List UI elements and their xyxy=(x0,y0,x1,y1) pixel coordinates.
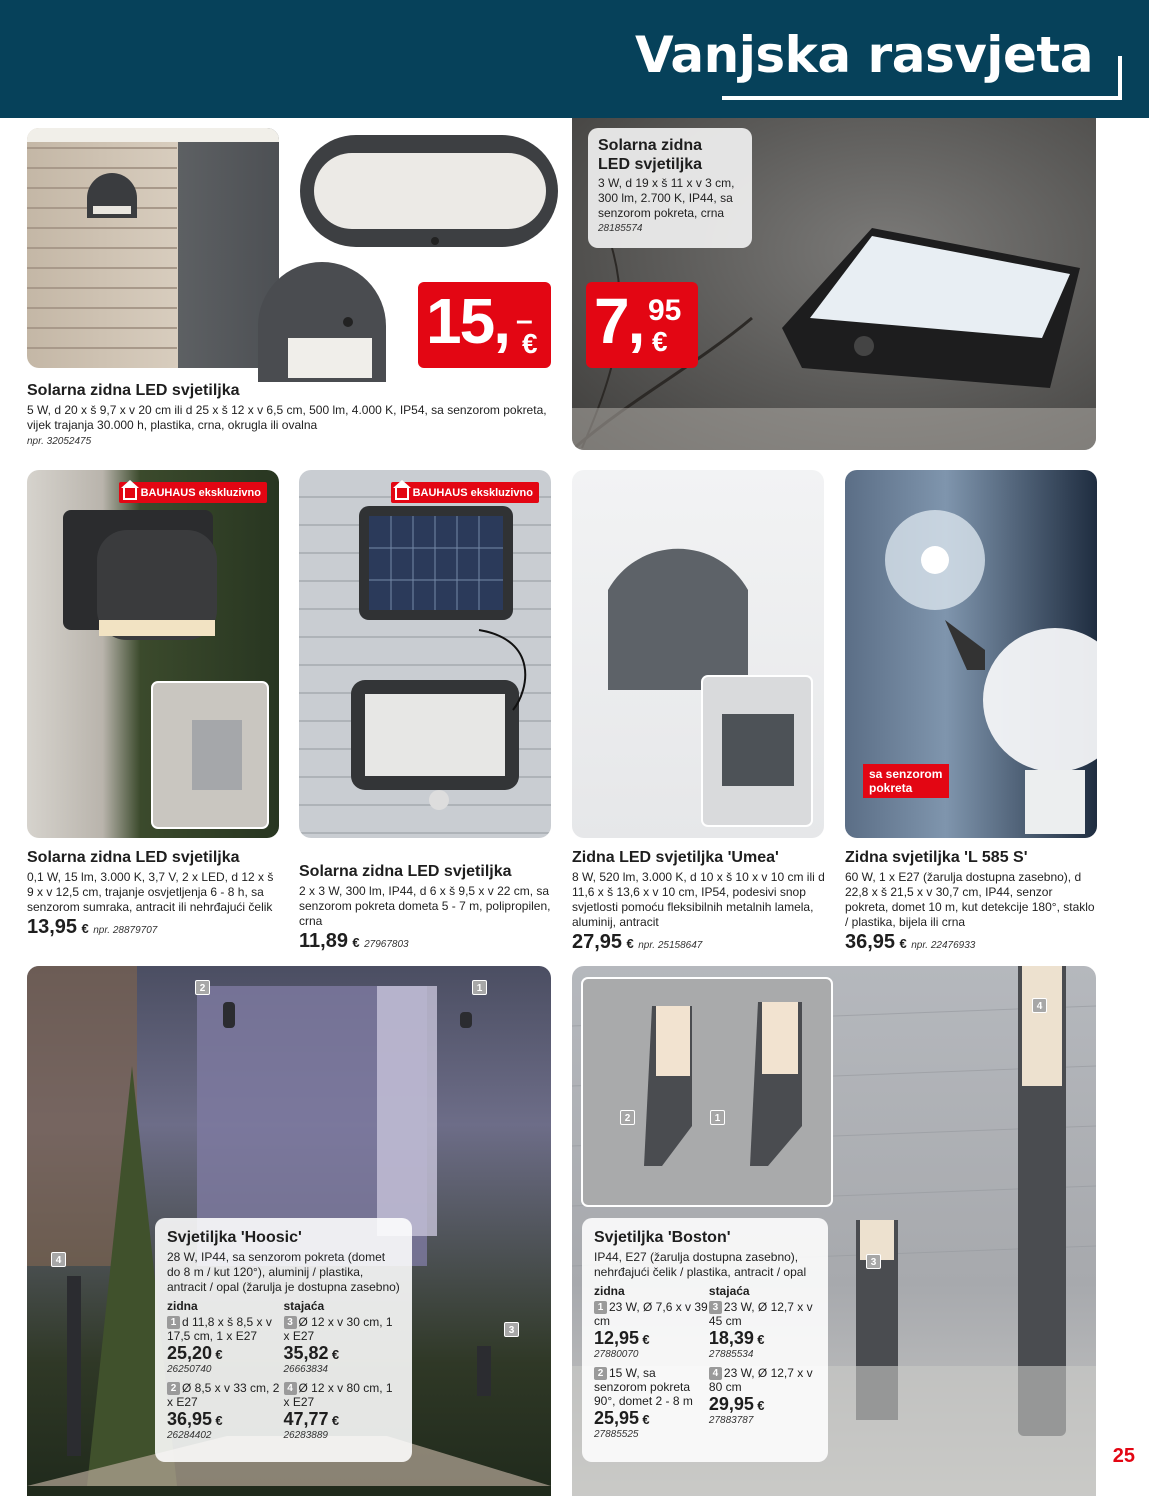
variant-art: 27880070 xyxy=(594,1349,639,1360)
variant-p7-4 xyxy=(284,1381,401,1443)
p3-lamp-illustration xyxy=(27,470,279,838)
image-marker-4: 4 xyxy=(51,1252,66,1267)
variant-price: 35,82 xyxy=(283,1343,329,1363)
price-dash-p1: – xyxy=(516,304,533,337)
page-title: Vanjska rasvjeta xyxy=(634,26,1093,84)
sensor-tag-p6 xyxy=(863,764,949,798)
variant-art: 27885534 xyxy=(708,1349,754,1360)
variant-columns-p7 xyxy=(167,1299,400,1447)
product-image-p3[interactable] xyxy=(27,470,279,838)
product-info-p6 xyxy=(845,848,1097,954)
product-info-p4 xyxy=(299,862,551,953)
variant-eur: € xyxy=(757,1332,765,1347)
eur-p3: € xyxy=(81,921,89,936)
variant-price: 25,20 xyxy=(167,1343,213,1363)
image-marker-1: 1 xyxy=(710,1110,725,1125)
product-image-p6[interactable] xyxy=(845,470,1097,838)
variant-spec: 23 W, Ø 7,6 x v 39 cm xyxy=(594,1300,708,1328)
variant-number: 1 xyxy=(167,1316,180,1329)
variant-spec: 15 W, sa senzorom pokreta 90°, domet 2 - 8 m xyxy=(594,1366,693,1408)
price-p4: 11,89 xyxy=(299,930,348,952)
price-eur-p1: € xyxy=(522,328,538,359)
variant-eur: € xyxy=(642,1412,650,1427)
column-header-standing-p7: stajaća xyxy=(283,1299,325,1313)
bauhaus-tag-text-p4: BAUHAUS ekskluzivno xyxy=(412,486,533,499)
image-marker-3: 3 xyxy=(504,1322,519,1337)
image-marker-3: 3 xyxy=(866,1254,881,1269)
house-icon xyxy=(395,488,409,500)
variant-eur: € xyxy=(215,1347,223,1362)
price-main-p2: 7, xyxy=(594,285,644,357)
product-desc-p7: 28 W, IP44, sa senzorom pokreta (domet do 8 m / kut 120°), aluminij / plastika, antracit / opal (žarulja je dostupna zasebno) xyxy=(167,1250,400,1294)
product-info-panel-p8 xyxy=(582,1218,828,1462)
column-standing-p7 xyxy=(284,1299,401,1447)
variant-p8-4 xyxy=(709,1366,816,1428)
variant-number: 2 xyxy=(594,1367,607,1380)
product-shape-round-lamp[interactable] xyxy=(258,262,398,382)
image-marker-4: 4 xyxy=(1032,998,1047,1013)
variant-number: 4 xyxy=(284,1382,297,1395)
column-standing-p8 xyxy=(709,1284,816,1446)
product-image-p5[interactable] xyxy=(572,470,824,838)
page-header xyxy=(0,0,1149,118)
variant-art: 27883787 xyxy=(708,1415,754,1426)
column-wall-p7 xyxy=(167,1299,284,1447)
variant-p7-3 xyxy=(284,1315,401,1377)
price-p3: 13,95 xyxy=(27,916,78,938)
page-number: 25 xyxy=(1112,1445,1135,1467)
variant-art: 26284402 xyxy=(167,1430,212,1441)
price-main-p1: 15, xyxy=(426,285,509,357)
variant-p8-3 xyxy=(709,1300,816,1362)
eur-p4: € xyxy=(352,935,360,950)
art-p3: npr. 28879707 xyxy=(93,925,158,936)
p4-lamp-illustration xyxy=(299,470,551,838)
variant-art: 26283889 xyxy=(283,1430,328,1441)
product-title-p3: Solarna zidna LED svjetiljka xyxy=(27,849,240,866)
bauhaus-exclusive-badge-p4 xyxy=(391,482,539,503)
art-p5: npr. 25158647 xyxy=(638,940,703,951)
product-title-p2-line2: LED svjetiljka xyxy=(598,156,703,173)
variant-eur: € xyxy=(331,1413,340,1428)
variant-p8-2 xyxy=(594,1366,709,1442)
eur-p6: € xyxy=(899,936,907,951)
variant-number: 2 xyxy=(167,1382,180,1395)
variant-number: 3 xyxy=(709,1301,722,1314)
variant-p7-1 xyxy=(167,1315,284,1377)
title-underline-hook xyxy=(1118,56,1122,100)
price-line-p3 xyxy=(27,916,279,939)
variant-number: 3 xyxy=(284,1316,297,1329)
bauhaus-exclusive-badge-p3 xyxy=(119,482,267,503)
price-p6: 36,95 xyxy=(845,931,896,953)
variant-eur: € xyxy=(215,1413,223,1428)
variant-p8-1 xyxy=(594,1300,709,1362)
column-wall-p8 xyxy=(594,1284,709,1446)
product-desc-p1: 5 W, d 20 x š 9,7 x v 20 cm ili d 25 x š 12 x v 6,5 cm, 500 lm, 4.000 K, IP54, sa senzorom pokreta, vijek trajanja 30.000 h, plastika, crna, okrugla ili ovalna xyxy=(27,403,547,432)
variant-price: 36,95 xyxy=(167,1409,213,1429)
variant-price: 12,95 xyxy=(594,1328,640,1348)
variant-spec: Ø 12 x v 30 cm, 1 x E27 xyxy=(283,1315,393,1343)
art-p4: 27967803 xyxy=(364,939,409,950)
variant-spec: 23 W, Ø 12,7 x v 45 cm xyxy=(708,1300,813,1328)
product-shape-oval-lamp[interactable] xyxy=(298,133,560,253)
product-image-p4[interactable] xyxy=(299,470,551,838)
price-eur-p2: € xyxy=(652,326,668,357)
column-header-wall-p7: zidna xyxy=(167,1299,198,1313)
house-icon xyxy=(123,488,137,500)
variant-art: 26250740 xyxy=(167,1364,212,1375)
product-title-p6: Zidna svjetiljka 'L 585 S' xyxy=(845,849,1028,866)
variant-price: 29,95 xyxy=(708,1394,754,1414)
round-lamp-illustration xyxy=(258,262,398,382)
variant-art: 27885525 xyxy=(594,1429,639,1440)
image-marker-2: 2 xyxy=(620,1110,635,1125)
product-info-p5 xyxy=(572,848,828,954)
product-desc-p5: 8 W, 520 lm, 3.000 K, d 10 x š 10 x v 10 cm ili d 11,6 x š 13,6 x v 10 cm, IP54, podesivi snop svjetlosti pomoću fleksibilnih metalnih lamela, aluminij, antracit xyxy=(572,870,825,929)
product-desc-p6: 60 W, 1 x E27 (žarulja dostupna zasebno), d 22,8 x š 21,5 x v 30,7 cm, IP44, senzor pokreta, domet 10 m, kut detekcije 180°, staklo / plastika, bijela ili crna xyxy=(845,870,1095,929)
title-underline xyxy=(722,96,1122,100)
oval-lamp-illustration xyxy=(298,133,560,253)
product-title-p2-line1: Solarna zidna xyxy=(598,137,703,154)
product-info-p3 xyxy=(27,848,279,939)
product-image-solar-wall-round[interactable] xyxy=(27,128,279,368)
variant-price: 25,95 xyxy=(594,1408,640,1428)
variant-spec: Ø 8,5 x v 33 cm, 2 x E27 xyxy=(167,1381,280,1409)
price-line-p6 xyxy=(845,931,1097,954)
product-title-p1: Solarna zidna LED svjetiljka xyxy=(27,382,240,399)
product-title-p5: Zidna LED svjetiljka 'Umea' xyxy=(572,849,779,866)
product-info-p1 xyxy=(27,381,547,447)
product-art-p2: 28185574 xyxy=(598,223,643,234)
image-marker-1: 1 xyxy=(472,980,487,995)
wood-fence-illustration xyxy=(27,128,279,368)
eur-p5: € xyxy=(626,936,634,951)
variant-p7-2 xyxy=(167,1381,284,1443)
art-p6: npr. 22476933 xyxy=(911,940,976,951)
variant-spec: 23 W, Ø 12,7 x v 80 cm xyxy=(708,1366,813,1394)
column-header-wall-p8: zidna xyxy=(594,1284,625,1298)
p5-lamp-illustration xyxy=(572,470,824,838)
product-title-p7: Svjetiljka 'Hoosic' xyxy=(167,1229,302,1246)
variant-spec: Ø 12 x v 80 cm, 1 x E27 xyxy=(283,1381,393,1409)
variant-eur: € xyxy=(642,1332,650,1347)
variant-spec: d 11,8 x š 8,5 x v 17,5 cm, 1 x E27 xyxy=(167,1315,272,1343)
variant-eur: € xyxy=(331,1347,340,1362)
variant-eur: € xyxy=(757,1398,765,1413)
product-title-p8: Svjetiljka 'Boston' xyxy=(594,1229,731,1246)
image-marker-2: 2 xyxy=(195,980,210,995)
variant-number: 1 xyxy=(594,1301,607,1314)
variant-art: 26663834 xyxy=(283,1364,328,1375)
product-info-panel-p2 xyxy=(588,128,752,248)
price-badge-p1 xyxy=(418,282,551,368)
price-badge-p2 xyxy=(586,282,698,368)
price-line-p5 xyxy=(572,931,828,954)
bauhaus-tag-text-p3: BAUHAUS ekskluzivno xyxy=(140,486,261,499)
sensor-tag-text-p6: sa senzorom pokreta xyxy=(869,767,943,795)
product-desc-p4: 2 x 3 W, 300 lm, IP44, d 6 x š 9,5 x v 22 cm, sa senzorom pokreta dometa 5 - 7 m, polipropilen, crna xyxy=(299,884,551,928)
variant-number: 4 xyxy=(709,1367,722,1380)
product-desc-p8: IP44, E27 (žarulja dostupna zasebno), nehrđajući čelik / plastika, antracit / opal xyxy=(594,1250,807,1279)
variant-price: 18,39 xyxy=(708,1328,754,1348)
product-desc-p3: 0,1 W, 15 lm, 3.000 K, 3,7 V, 2 x LED, d 12 x š 9 x v 12,5 cm, trajanje osvjetljenja 6 - 8 h, sa senzorom sumraka, antracit ili nehrđajući čelik xyxy=(27,870,274,914)
column-header-standing-p8: stajaća xyxy=(708,1284,750,1298)
variant-price: 47,77 xyxy=(283,1409,329,1429)
product-info-panel-p7 xyxy=(155,1218,412,1462)
product-desc-p2: 3 W, d 19 x š 11 x v 3 cm, 300 lm, 2.700 K, IP44, sa senzorom pokreta, crna xyxy=(598,176,735,220)
price-cents-p2: 95 xyxy=(648,294,682,327)
price-line-p4 xyxy=(299,930,551,953)
variant-columns-p8 xyxy=(594,1284,816,1446)
price-p5: 27,95 xyxy=(572,931,623,953)
product-title-p4: Solarna zidna LED svjetiljka xyxy=(299,863,512,880)
product-art-p1: npr. 32052475 xyxy=(27,436,92,447)
